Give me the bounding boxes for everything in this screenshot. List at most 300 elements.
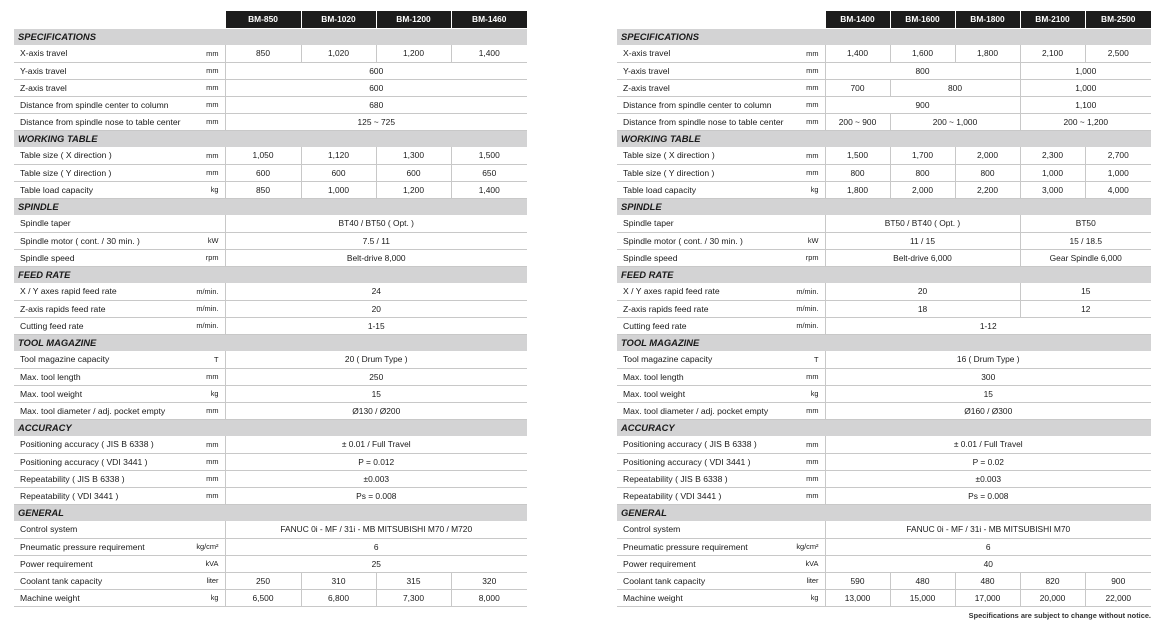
model-name: BM-2500 xyxy=(1085,11,1151,28)
spec-unit: kg xyxy=(194,181,225,198)
spec-row xyxy=(14,402,527,419)
spec-value: 6,500 xyxy=(225,589,301,606)
section-header-row xyxy=(617,28,1151,45)
spec-label: Table size ( Y direction ) xyxy=(14,164,194,181)
spec-value: 250 xyxy=(225,368,527,385)
spec-unit: kg/cm² xyxy=(194,538,225,555)
section-header-row xyxy=(617,334,1151,351)
spec-unit: mm xyxy=(194,96,225,113)
spec-unit: mm xyxy=(194,113,225,130)
spec-value: 20 xyxy=(225,300,527,317)
spec-unit: mm xyxy=(793,470,825,487)
spec-value: 12 xyxy=(1020,300,1151,317)
spec-value: 3,000 xyxy=(1020,181,1085,198)
spec-value: 800 xyxy=(955,164,1020,181)
spec-label: Table load capacity xyxy=(617,181,793,198)
spec-value: P = 0.02 xyxy=(825,453,1151,470)
spec-unit: m/min. xyxy=(194,317,225,334)
spec-unit: mm xyxy=(793,45,825,62)
spec-row xyxy=(617,147,1151,164)
spec-value: 1,200 xyxy=(376,45,451,62)
spec-row xyxy=(14,453,527,470)
spec-unit: m/min. xyxy=(793,283,825,300)
spec-row xyxy=(14,521,527,538)
spec-value: 650 xyxy=(451,164,527,181)
spec-label: Distance from spindle center to column xyxy=(617,96,793,113)
spec-label: Cutting feed rate xyxy=(14,317,194,334)
spec-row xyxy=(14,181,527,198)
spec-value: 16 ( Drum Type ) xyxy=(825,351,1151,368)
section-header-row xyxy=(14,130,527,147)
spec-value: Ø160 / Ø300 xyxy=(825,402,1151,419)
spec-label: Max. tool length xyxy=(617,368,793,385)
section-title: TOOL MAGAZINE xyxy=(617,334,1151,351)
spec-unit xyxy=(194,521,225,538)
spec-value: 15 / 18.5 xyxy=(1020,232,1151,249)
spec-value: 7.5 / 11 xyxy=(225,232,527,249)
spec-value: 1,400 xyxy=(825,45,890,62)
spec-label: Repeatability ( VDI 3441 ) xyxy=(617,487,793,504)
spec-label: Y-axis travel xyxy=(14,62,194,79)
spec-unit: m/min. xyxy=(194,300,225,317)
spec-value: 800 xyxy=(890,164,955,181)
spec-value: 1,000 xyxy=(1020,62,1151,79)
spec-row xyxy=(617,385,1151,402)
spec-value: 6 xyxy=(225,538,527,555)
spec-row xyxy=(617,436,1151,453)
spec-value: 1-15 xyxy=(225,317,527,334)
spec-label: Spindle speed xyxy=(617,249,793,266)
spec-value: 1,000 xyxy=(1020,79,1151,96)
spec-value: Belt-drive 8,000 xyxy=(225,249,527,266)
model-header-row xyxy=(14,11,527,28)
spec-value: 1,300 xyxy=(376,147,451,164)
spec-unit: m/min. xyxy=(793,300,825,317)
spec-value: ± 0.01 / Full Travel xyxy=(225,436,527,453)
spec-row xyxy=(14,113,527,130)
spec-label: Pneumatic pressure requirement xyxy=(617,538,793,555)
spec-value: 200 ~ 1,000 xyxy=(890,113,1020,130)
spec-row xyxy=(617,589,1151,606)
spec-unit: mm xyxy=(793,147,825,164)
spec-unit: kVA xyxy=(793,555,825,572)
spec-unit: mm xyxy=(194,62,225,79)
spec-row xyxy=(14,62,527,79)
spec-label: Table size ( X direction ) xyxy=(617,147,793,164)
spec-value: 480 xyxy=(890,572,955,589)
spec-value: 800 xyxy=(890,79,1020,96)
section-header-row xyxy=(14,419,527,436)
spec-value: 15 xyxy=(225,385,527,402)
spec-row xyxy=(14,96,527,113)
spec-value: 1,600 xyxy=(890,45,955,62)
spec-value: 820 xyxy=(1020,572,1085,589)
spec-row xyxy=(617,113,1151,130)
spec-unit: mm xyxy=(194,45,225,62)
section-title: WORKING TABLE xyxy=(14,130,527,147)
section-header-row xyxy=(617,130,1151,147)
spec-label: Spindle taper xyxy=(617,215,793,232)
spec-value: 11 / 15 xyxy=(825,232,1020,249)
spec-label: X / Y axes rapid feed rate xyxy=(617,283,793,300)
spec-value: FANUC 0i - MF / 31i - MB MITSUBISHI M70 / M720 xyxy=(225,521,527,538)
spec-value: 200 ~ 1,200 xyxy=(1020,113,1151,130)
section-header-row xyxy=(14,334,527,351)
spec-value: 480 xyxy=(955,572,1020,589)
spec-value: 1,400 xyxy=(451,45,527,62)
spec-value: 320 xyxy=(451,572,527,589)
section-title: TOOL MAGAZINE xyxy=(14,334,527,351)
spec-label: Repeatability ( VDI 3441 ) xyxy=(14,487,194,504)
spec-table-body xyxy=(14,11,527,606)
spec-row xyxy=(14,470,527,487)
spec-value: 17,000 xyxy=(955,589,1020,606)
spec-value: BT50 xyxy=(1020,215,1151,232)
spec-label: Max. tool diameter / adj. pocket empty xyxy=(617,402,793,419)
spec-value: Ps = 0.008 xyxy=(225,487,527,504)
model-name: BM-1400 xyxy=(825,11,890,28)
spec-unit: liter xyxy=(793,572,825,589)
spec-row xyxy=(14,555,527,572)
spec-unit: mm xyxy=(194,436,225,453)
spec-label: Tool magazine capacity xyxy=(14,351,194,368)
spec-row xyxy=(14,385,527,402)
section-title: SPECIFICATIONS xyxy=(617,28,1151,45)
spec-row xyxy=(14,487,527,504)
section-title: GENERAL xyxy=(617,504,1151,521)
spec-row xyxy=(14,164,527,181)
section-title: GENERAL xyxy=(14,504,527,521)
spec-value: 200 ~ 900 xyxy=(825,113,890,130)
spec-value: 15 xyxy=(1020,283,1151,300)
spec-row xyxy=(617,470,1151,487)
spec-row xyxy=(14,436,527,453)
spec-unit: mm xyxy=(793,368,825,385)
spec-value: 20 ( Drum Type ) xyxy=(225,351,527,368)
spec-value: 6,800 xyxy=(301,589,376,606)
spec-value: 800 xyxy=(825,62,1020,79)
section-header-row xyxy=(617,419,1151,436)
spec-row xyxy=(14,249,527,266)
spec-value: 310 xyxy=(301,572,376,589)
spec-label: Control system xyxy=(617,521,793,538)
spec-label: Positioning accuracy ( JIS B 6338 ) xyxy=(14,436,194,453)
spec-value: 2,000 xyxy=(890,181,955,198)
spec-unit: mm xyxy=(194,164,225,181)
spec-unit: mm xyxy=(793,487,825,504)
spec-unit: mm xyxy=(194,453,225,470)
spec-unit: kW xyxy=(793,232,825,249)
spec-label: Spindle motor ( cont. / 30 min. ) xyxy=(617,232,793,249)
spec-row xyxy=(14,79,527,96)
spec-value: 1,800 xyxy=(955,45,1020,62)
spec-unit: kg xyxy=(793,589,825,606)
spec-row xyxy=(617,62,1151,79)
spec-row xyxy=(617,45,1151,62)
spec-row xyxy=(617,96,1151,113)
spec-value: 125 ~ 725 xyxy=(225,113,527,130)
spec-label: X-axis travel xyxy=(617,45,793,62)
section-title: ACCURACY xyxy=(617,419,1151,436)
spec-value: 1,100 xyxy=(1020,96,1151,113)
spec-value: 15,000 xyxy=(890,589,955,606)
section-header-row xyxy=(14,504,527,521)
spec-unit: mm xyxy=(793,62,825,79)
spec-value: 1,000 xyxy=(301,181,376,198)
spec-row xyxy=(14,45,527,62)
model-header-row xyxy=(617,11,1151,28)
spec-unit: mm xyxy=(194,470,225,487)
spec-label: Positioning accuracy ( VDI 3441 ) xyxy=(617,453,793,470)
spec-value: 2,300 xyxy=(1020,147,1085,164)
spec-row xyxy=(14,351,527,368)
spec-unit: mm xyxy=(793,96,825,113)
spec-label: Table size ( X direction ) xyxy=(14,147,194,164)
spec-row xyxy=(617,572,1151,589)
spec-label: Cutting feed rate xyxy=(617,317,793,334)
section-title: SPINDLE xyxy=(14,198,527,215)
spec-label: Tool magazine capacity xyxy=(617,351,793,368)
spec-label: Coolant tank capacity xyxy=(617,572,793,589)
spec-value: 15 xyxy=(825,385,1151,402)
spec-row xyxy=(14,589,527,606)
spec-row xyxy=(617,317,1151,334)
spec-label: Spindle motor ( cont. / 30 min. ) xyxy=(14,232,194,249)
spec-row xyxy=(617,453,1151,470)
spec-label: Z-axis travel xyxy=(14,79,194,96)
spec-value: 20,000 xyxy=(1020,589,1085,606)
spec-row xyxy=(617,232,1151,249)
spec-row xyxy=(14,300,527,317)
spec-label: Table size ( Y direction ) xyxy=(617,164,793,181)
spec-label: Positioning accuracy ( JIS B 6338 ) xyxy=(617,436,793,453)
spec-value: 1-12 xyxy=(825,317,1151,334)
spec-value: BT50 / BT40 ( Opt. ) xyxy=(825,215,1020,232)
spec-value: 6 xyxy=(825,538,1151,555)
spec-row xyxy=(617,283,1151,300)
spec-label: Repeatability ( JIS B 6338 ) xyxy=(14,470,194,487)
spec-unit: kg xyxy=(793,181,825,198)
spec-value: 40 xyxy=(825,555,1151,572)
section-header-row xyxy=(617,198,1151,215)
spec-value: ±0.003 xyxy=(225,470,527,487)
spec-value: 2,500 xyxy=(1085,45,1151,62)
spec-label: Power requirement xyxy=(617,555,793,572)
spec-label: Z-axis rapids feed rate xyxy=(617,300,793,317)
spec-unit: rpm xyxy=(793,249,825,266)
spec-value: 1,500 xyxy=(825,147,890,164)
model-name: BM-2100 xyxy=(1020,11,1085,28)
spec-unit: mm xyxy=(793,436,825,453)
spec-value: 20 xyxy=(825,283,1020,300)
spec-unit: kVA xyxy=(194,555,225,572)
spec-row xyxy=(617,79,1151,96)
spec-row xyxy=(14,368,527,385)
spec-row xyxy=(617,300,1151,317)
spec-label: Y-axis travel xyxy=(617,62,793,79)
spec-value: 1,700 xyxy=(890,147,955,164)
spec-unit: m/min. xyxy=(194,283,225,300)
spec-row xyxy=(617,181,1151,198)
spec-value: Gear Spindle 6,000 xyxy=(1020,249,1151,266)
spec-value: 13,000 xyxy=(825,589,890,606)
spec-unit: mm xyxy=(194,79,225,96)
spec-row xyxy=(14,147,527,164)
section-header-row xyxy=(617,504,1151,521)
section-header-row xyxy=(617,266,1151,283)
spec-value: P = 0.012 xyxy=(225,453,527,470)
model-name: BM-1020 xyxy=(301,11,376,28)
section-title: FEED RATE xyxy=(617,266,1151,283)
spec-row xyxy=(617,164,1151,181)
spec-unit: mm xyxy=(194,402,225,419)
spec-value: ± 0.01 / Full Travel xyxy=(825,436,1151,453)
spec-value: 850 xyxy=(225,181,301,198)
model-name: BM-1460 xyxy=(451,11,527,28)
spec-label: Coolant tank capacity xyxy=(14,572,194,589)
spec-value: 2,200 xyxy=(955,181,1020,198)
spec-row xyxy=(14,317,527,334)
spec-value: 1,000 xyxy=(1085,164,1151,181)
spec-value: 7,300 xyxy=(376,589,451,606)
spec-label: Distance from spindle nose to table center xyxy=(14,113,194,130)
spec-label: Positioning accuracy ( VDI 3441 ) xyxy=(14,453,194,470)
spec-label: Power requirement xyxy=(14,555,194,572)
spec-unit: mm xyxy=(194,368,225,385)
spec-value: 8,000 xyxy=(451,589,527,606)
spec-label: Machine weight xyxy=(14,589,194,606)
spec-value: 900 xyxy=(825,96,1020,113)
spec-value: 1,050 xyxy=(225,147,301,164)
spec-row xyxy=(617,538,1151,555)
spec-row xyxy=(617,521,1151,538)
spec-label: X-axis travel xyxy=(14,45,194,62)
spec-label: Max. tool weight xyxy=(617,385,793,402)
spec-label: Distance from spindle nose to table center xyxy=(617,113,793,130)
section-title: SPECIFICATIONS xyxy=(14,28,527,45)
spec-value: 2,000 xyxy=(955,147,1020,164)
spec-value: 850 xyxy=(225,45,301,62)
spec-row xyxy=(14,538,527,555)
spec-value: 600 xyxy=(225,62,527,79)
spec-row xyxy=(617,487,1151,504)
spec-row xyxy=(14,572,527,589)
spec-table-left xyxy=(14,11,527,607)
spec-row xyxy=(617,351,1151,368)
spec-value: 600 xyxy=(376,164,451,181)
section-header-row xyxy=(14,266,527,283)
spec-unit: m/min. xyxy=(793,317,825,334)
spec-label: X / Y axes rapid feed rate xyxy=(14,283,194,300)
spec-value: 4,000 xyxy=(1085,181,1151,198)
spec-unit: kg xyxy=(194,589,225,606)
spec-value: 700 xyxy=(825,79,890,96)
spec-value: 22,000 xyxy=(1085,589,1151,606)
spec-unit: mm xyxy=(793,453,825,470)
spec-value: 24 xyxy=(225,283,527,300)
spec-table-right xyxy=(617,11,1151,607)
section-header-row xyxy=(14,198,527,215)
spec-value: 1,200 xyxy=(376,181,451,198)
spec-value: 25 xyxy=(225,555,527,572)
spec-unit: rpm xyxy=(194,249,225,266)
spec-value: 2,100 xyxy=(1020,45,1085,62)
spec-value: 1,020 xyxy=(301,45,376,62)
spec-value: BT40 / BT50 ( Opt. ) xyxy=(225,215,527,232)
spec-value: 590 xyxy=(825,572,890,589)
spec-value: 1,400 xyxy=(451,181,527,198)
spec-label: Max. tool weight xyxy=(14,385,194,402)
spec-value: 900 xyxy=(1085,572,1151,589)
section-title: FEED RATE xyxy=(14,266,527,283)
spec-value: 800 xyxy=(825,164,890,181)
spec-label: Spindle taper xyxy=(14,215,194,232)
spec-row xyxy=(617,215,1151,232)
spec-label: Pneumatic pressure requirement xyxy=(14,538,194,555)
spec-row xyxy=(617,555,1151,572)
spec-label: Z-axis rapids feed rate xyxy=(14,300,194,317)
spec-value: 680 xyxy=(225,96,527,113)
spec-value: Belt-drive 6,000 xyxy=(825,249,1020,266)
model-name: BM-850 xyxy=(225,11,301,28)
spec-row xyxy=(14,232,527,249)
spec-label: Max. tool length xyxy=(14,368,194,385)
spec-value: 600 xyxy=(225,79,527,96)
spec-value: 250 xyxy=(225,572,301,589)
spec-row xyxy=(617,249,1151,266)
spec-unit: T xyxy=(793,351,825,368)
spec-label: Spindle speed xyxy=(14,249,194,266)
spec-value: 300 xyxy=(825,368,1151,385)
spec-value: Ø130 / Ø200 xyxy=(225,402,527,419)
spec-value: 1,120 xyxy=(301,147,376,164)
spec-unit: T xyxy=(194,351,225,368)
spec-unit xyxy=(793,215,825,232)
spec-row xyxy=(617,368,1151,385)
model-name: BM-1600 xyxy=(890,11,955,28)
section-title: ACCURACY xyxy=(14,419,527,436)
spec-label: Max. tool diameter / adj. pocket empty xyxy=(14,402,194,419)
spec-value: 600 xyxy=(225,164,301,181)
spec-unit xyxy=(793,521,825,538)
spec-unit: kW xyxy=(194,232,225,249)
spec-table-body xyxy=(617,11,1151,606)
spec-value: FANUC 0i - MF / 31i - MB MITSUBISHI M70 xyxy=(825,521,1151,538)
spec-unit: kg/cm² xyxy=(793,538,825,555)
section-title: WORKING TABLE xyxy=(617,130,1151,147)
spec-unit: mm xyxy=(793,113,825,130)
spec-unit: kg xyxy=(194,385,225,402)
header-spacer xyxy=(617,11,825,28)
footnote: Specifications are subject to change without notice. xyxy=(968,611,1151,620)
spec-unit xyxy=(194,215,225,232)
spec-unit: mm xyxy=(793,402,825,419)
spec-row xyxy=(617,402,1151,419)
section-title: SPINDLE xyxy=(617,198,1151,215)
section-header-row xyxy=(14,28,527,45)
spec-unit: liter xyxy=(194,572,225,589)
model-name: BM-1800 xyxy=(955,11,1020,28)
spec-label: Z-axis travel xyxy=(617,79,793,96)
spec-unit: mm xyxy=(793,79,825,96)
model-name: BM-1200 xyxy=(376,11,451,28)
spec-value: 2,700 xyxy=(1085,147,1151,164)
spec-label: Control system xyxy=(14,521,194,538)
spec-value: 315 xyxy=(376,572,451,589)
spec-value: ±0.003 xyxy=(825,470,1151,487)
spec-value: 600 xyxy=(301,164,376,181)
spec-label: Table load capacity xyxy=(14,181,194,198)
